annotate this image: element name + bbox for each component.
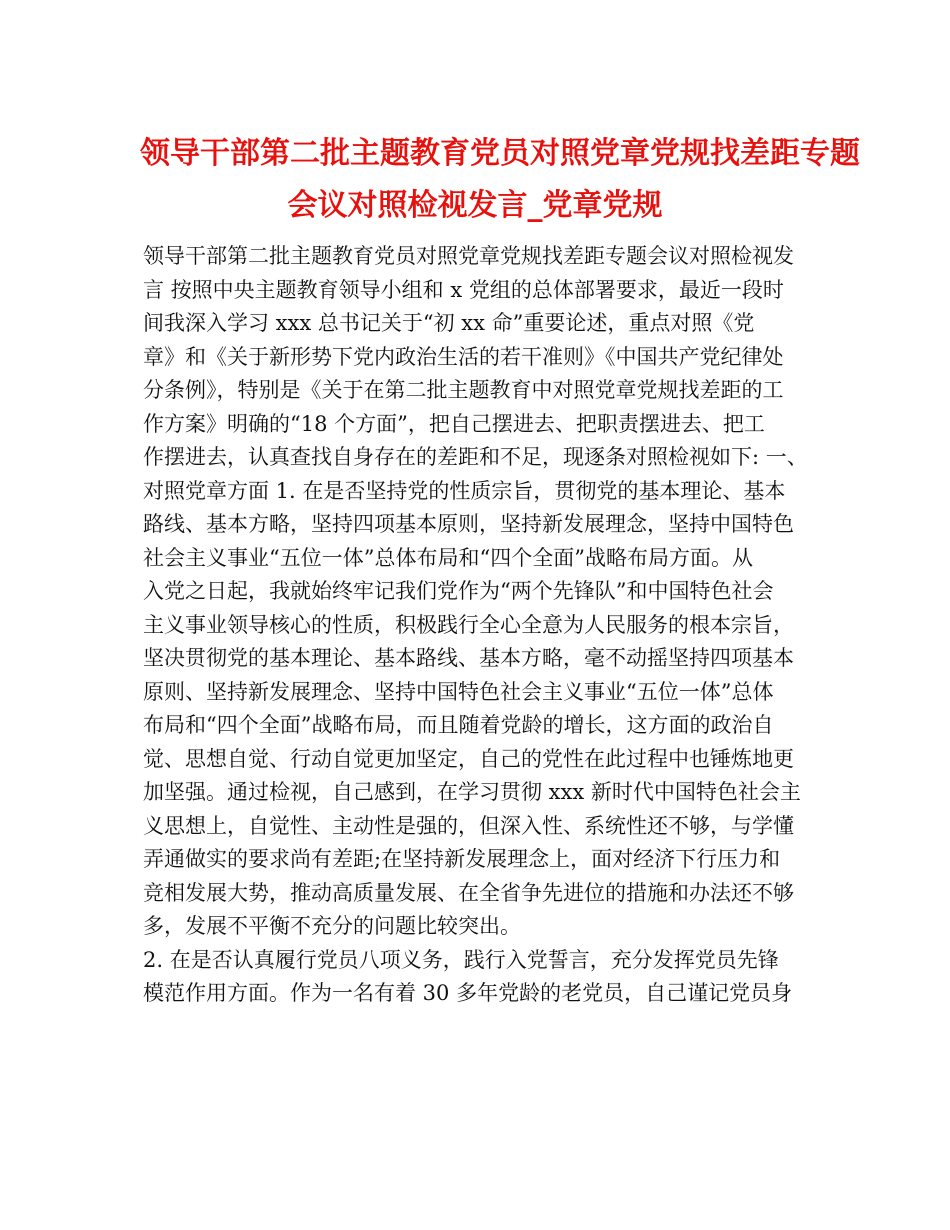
body-line: 作方案》明确的“18 个方面”，把自己摆进去、把职责摆进去、把工 xyxy=(143,411,765,436)
body-line: 弄通做实的要求尚有差距;在坚持新发展理念上，面对经济下行压力和 xyxy=(143,847,781,871)
body-line: 模范作用方面。作为一名有着 30 多年党龄的老党员，自己谨记党员身 xyxy=(143,981,793,1005)
body-line: 作摆进去，认真查找自身存在的差距和不足，现逐条对照检视如下: 一、 xyxy=(143,445,808,469)
body-line: 路线、基本方略，坚持四项基本原则，坚持新发展理念，坚持中国特色 xyxy=(143,512,794,536)
body-line: 对照党章方面 1. 在是否坚持党的性质宗旨，贯彻党的基本理论、基本 xyxy=(143,478,786,503)
body-line: 章》和《关于新形势下党内政治生活的若干准则》《中国共产党纪律处 xyxy=(143,344,784,369)
body-line: 竞相发展大势，推动高质量发展、在全省争先进位的措施和办法还不够 xyxy=(143,880,794,905)
body-line: 社会主义事业“五位一体”总体布局和“四个全面”战略布局方面。从 xyxy=(143,545,753,570)
title-line: 领导干部第二批主题教育党员对照党章党规找差距专题 xyxy=(140,136,860,171)
body-line: 布局和“四个全面”战略布局，而且随着党龄的增长，这方面的政治自 xyxy=(143,713,774,737)
body-line: 主义事业领导核心的性质，积极践行全心全意为人民服务的根本宗旨， xyxy=(143,612,794,637)
body-line: 觉、思想自觉、行动自觉更加坚定，自己的党性在此过程中也锤炼地更 xyxy=(143,746,794,771)
body-line: 加坚强。通过检视，自己感到，在学习贯彻 xxx 新时代中国特色社会主 xyxy=(143,780,801,804)
title-line: 会议对照检视发言_党章党规 xyxy=(287,188,663,223)
body-line: 领导干部第二批主题教育党员对照党章党规找差距专题会议对照检视发 xyxy=(143,244,794,268)
body-line: 坚决贯彻党的基本理论、基本路线、基本方略，毫不动摇坚持四项基本 xyxy=(143,646,794,670)
body-line: 2. 在是否认真履行党员八项义务，践行入党誓言，充分发挥党员先锋 xyxy=(143,947,779,972)
body-line: 言 按照中央主题教育领导小组和 x 党组的总体部署要求，最近一段时 xyxy=(143,277,784,302)
document-body xyxy=(143,240,833,1011)
document-title xyxy=(140,128,860,232)
body-line: 分条例》，特别是《关于在第二批主题教育中对照党章党规找差距的工 xyxy=(143,378,784,402)
body-line: 原则、坚持新发展理念、坚持中国特色社会主义事业“五位一体”总体 xyxy=(143,679,774,704)
body-line: 多，发展不平衡不充分的问题比较突出。 xyxy=(143,914,521,938)
body-line: 入党之日起，我就始终牢记我们党作为“两个先锋队”和中国特色社会 xyxy=(143,579,774,603)
body-line: 义思想上，自觉性、主动性是强的，但深入性、系统性还不够，与学懂 xyxy=(143,813,794,838)
body-line: 间我深入学习 xxx 总书记关于“初 xx 命”重要论述，重点对照《党 xyxy=(143,311,755,335)
